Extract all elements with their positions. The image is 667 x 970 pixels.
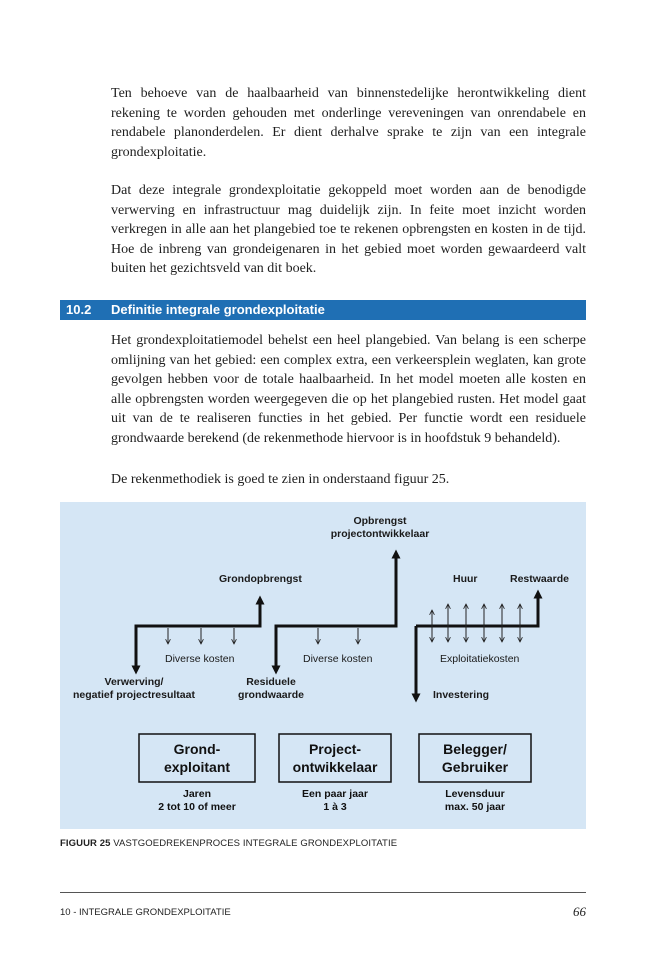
footer-divider <box>60 892 586 893</box>
box-3-sub-2: max. 50 jaar <box>444 801 506 813</box>
label-huur: Huur <box>453 573 478 585</box>
box-3-sub-1: Levensduur <box>445 788 505 800</box>
figure-25 <box>60 502 586 829</box>
paragraph-2: Dat deze integrale grondexploitatie gekoppeld moet worden aan de benodigde verwerving en infrastructuur mag duidelijk zijn. In feite moet inzicht worden verkregen in alle aan het plangebied toe te rekenen opbrengsten en kosten in de tijd. Hoe de inbreng van grondeigenaren in het gebied moet worden gewaardeerd valt buiten het gezichtsveld van dit boek. <box>111 183 586 277</box>
box-1-line-1: Grond- <box>173 741 221 757</box>
paragraph-1: Ten behoeve van de haalbaarheid van binnenstedelijke herontwikkeling dient rekening te worden gehouden met onderlinge vereveningen van onrendabele en rendabele planonderdelen. Er dient derhalve sprake te zijn van een integrale grondexploitatie. <box>111 86 586 160</box>
section-header <box>60 300 586 320</box>
label-residuele-2: grondwaarde <box>238 689 304 701</box>
label-restwaarde: Restwaarde <box>510 573 569 585</box>
box-2-sub-1: Een paar jaar <box>302 788 368 800</box>
label-opbrengst-1: Opbrengst <box>353 515 407 527</box>
label-investering: Investering <box>433 689 490 701</box>
caption-text: VASTGOEDREKENPROCES INTEGRALE GRONDEXPLOITATIE <box>113 838 398 849</box>
box-1-sub-1: Jaren <box>182 788 212 800</box>
label-verwerving-2: negatief projectresultaat <box>73 689 195 701</box>
figure-diagram <box>60 502 586 829</box>
section-number: 10.2 <box>66 302 92 317</box>
role-box-belegger <box>419 734 531 813</box>
paragraph-3: Het grondexploitatiemodel behelst een heel plangebied. Van belang is een scherpe omlijning van het gebied: een complex extra, een verkeersplein weglaten, kan grote gevolgen hebben voor de totale haalbaarheid. In het model moeten alle kosten en alle opbrengsten worden weergegeven die op het plangebied rusten. Het model gaat uit van de te realiseren functies in het gebied. Per functie wordt een residuele grondwaarde berekend (de rekenmethode hiervoor is in hoofdstuk 9 behandeld). <box>111 333 586 446</box>
opbrengst-arrow <box>276 554 396 669</box>
box-1-line-2: exploitant <box>163 759 231 775</box>
section-title: Definitie integrale grondexploitatie <box>111 302 325 317</box>
figure-caption <box>60 838 397 849</box>
box-3-line-2: Gebruiker <box>441 759 509 775</box>
label-verwerving-1: Verwerving/ <box>104 676 164 688</box>
caption-label: FIGUUR 25 <box>60 838 111 849</box>
box-2-line-1: Project- <box>308 741 362 757</box>
box-2-sub-2: 1 à 3 <box>323 801 347 813</box>
label-residuele-1: Residuele <box>246 676 296 688</box>
label-grondopbrengst: Grondopbrengst <box>219 573 302 585</box>
role-box-projectontwikkelaar <box>279 734 391 813</box>
label-diverse-kosten-2: Diverse kosten <box>303 653 373 665</box>
box-3-line-1: Belegger/ <box>443 741 507 757</box>
role-box-grondexploitant <box>139 734 255 813</box>
footer-chapter: 10 - INTEGRALE GRONDEXPLOITATIE <box>60 907 231 918</box>
page-number: 66 <box>573 904 586 919</box>
label-exploitatiekosten: Exploitatiekosten <box>440 653 520 665</box>
paragraph-4: De rekenmethodiek is goed te zien in onderstaand figuur 25. <box>111 472 450 487</box>
flow-belegger <box>416 594 538 698</box>
box-2-line-2: ontwikkelaar <box>292 759 378 775</box>
label-opbrengst-2: projectontwikkelaar <box>330 528 430 540</box>
label-diverse-kosten-1: Diverse kosten <box>165 653 235 665</box>
box-1-sub-2: 2 tot 10 of meer <box>158 801 236 813</box>
